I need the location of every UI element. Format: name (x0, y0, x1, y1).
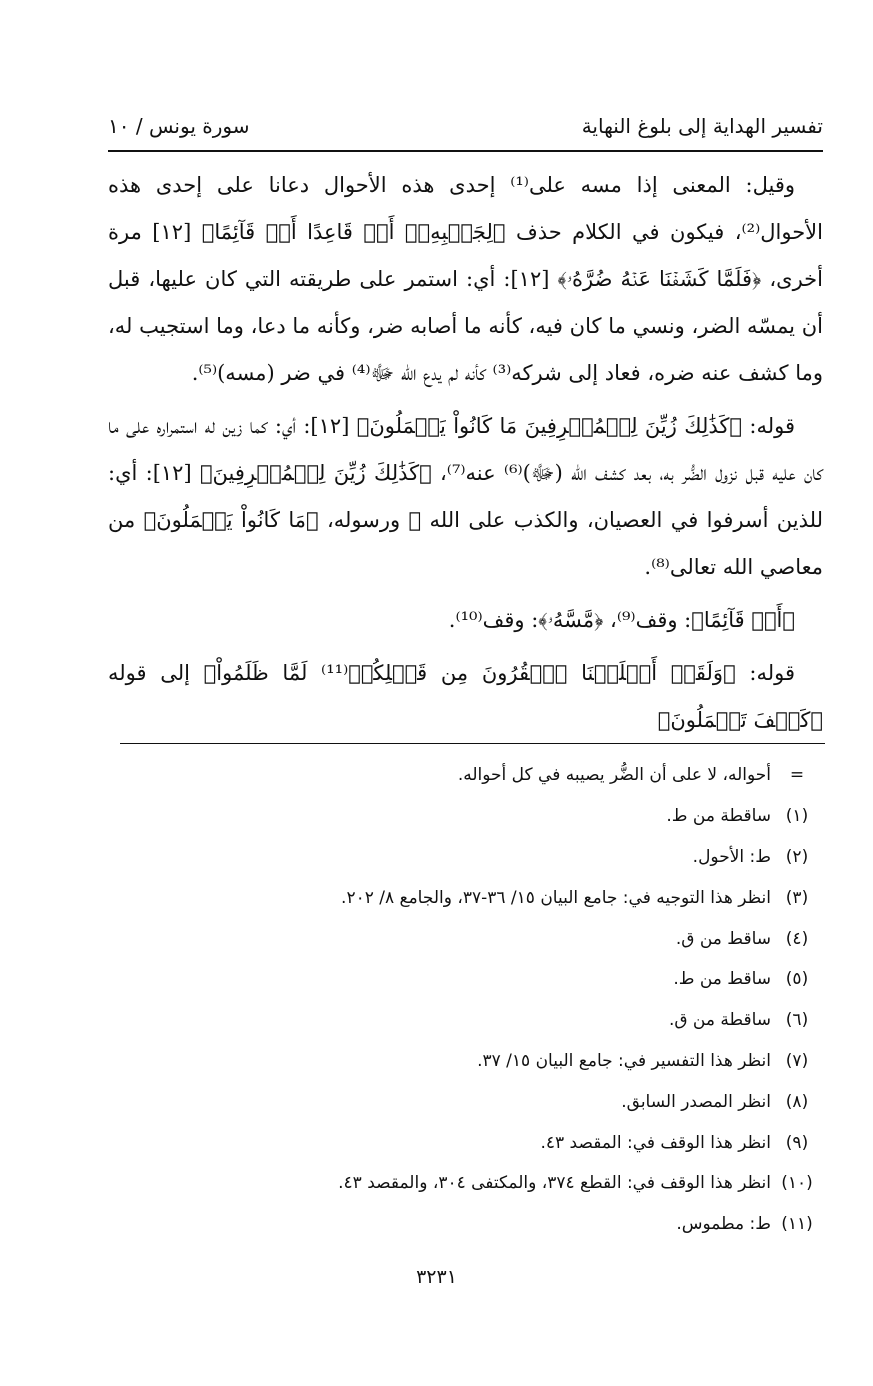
surah-label: سورة يونس / ١٠ (108, 114, 250, 138)
paragraph: قوله: ﴿كَذَٰلِكَ زُيِّنَ لِلۡمُسۡرِفِينَ مَا كَانُواْ يَعۡمَلُونَ﴾ [١٢]: أي: كما زين له استمراره على ما كان عليه قبل نزول الضُّر به، بعد كشف الله (ﷻ)⁽⁶⁾ عنه⁽⁷⁾، ﴿كَذَٰلِكَ زُيِّنَ لِلۡمُسۡرِفِينَ﴾ [١٢]: أي: للذين أسرفوا في العصيان، والكذب على الله ﷻ ورسوله، ﴿مَا كَانُواْ يَعۡمَلُونَ﴾ من معاصي الله تعالى⁽⁸⁾. (108, 414, 823, 579)
footnote (108, 796, 823, 837)
footnote-number: (١٠) (781, 1173, 813, 1194)
footnote (108, 1081, 823, 1122)
footnote (108, 755, 823, 796)
footnote-text: انظر هذا التفسير في: جامع البيان ١٥/ ٣٧. (477, 1050, 771, 1071)
footnote (108, 837, 823, 878)
paragraph: وقيل: المعنى إذا مسه على⁽¹⁾ إحدى هذه الأحوال دعانا على إحدى هذه الأحوال⁽²⁾، فيكون في الكلام حذف ﴿لِجَنۢبِهِۦٓ أَوۡ قَاعِدًا أَوۡ قَآئِمًا﴾ [١٢] مرة أخرى، ﴿فَلَمَّا كَشَفۡنَا عَنۡهُ ضُرَّهُۥ﴾ [١٢]: أي: استمر على طريقته التي كان عليها، قبل أن يمسّه الضر، ونسي ما كان فيه، كأنه ما أصابه ضر، وكأنه ما دعا، وما استجيب له، وما كشف عنه ضره، فعاد إلى شركه⁽³⁾ كأنه لم يدع الله ﷻ⁽⁴⁾ في ضر (مسه)⁽⁵⁾. (108, 173, 823, 385)
footnote-text: أحواله، لا على أن الضُّر يصيبه في كل أحواله. (457, 765, 771, 786)
footnote (108, 877, 823, 918)
footnote-number: (٦) (785, 1010, 809, 1031)
footnote-text: ساقط من ط. (673, 969, 771, 990)
footnote (108, 1000, 823, 1041)
running-header (108, 110, 823, 152)
footnote-text: ط: الأحول. (692, 846, 771, 867)
footnote-text: انظر المصدر السابق. (621, 1091, 771, 1112)
footnote-number: (٢) (785, 846, 809, 867)
book-title: تفسير الهداية إلى بلوغ النهاية (581, 114, 823, 138)
footnote-number: (١١) (781, 1214, 813, 1235)
footnote-number: (٩) (785, 1132, 809, 1153)
footnote (108, 1041, 823, 1082)
footnote-text: ساقطة من ط. (666, 806, 771, 827)
paragraph: ﴿أَوۡ قَآئِمًا﴾: وقف⁽⁹⁾، ﴿مَّسَّهُۥ﴾: وقف⁽¹⁰⁾. (448, 608, 795, 632)
footnote-number: = (789, 765, 805, 786)
footnote-text: انظر هذا الوقف في: القطع ٣٧٤، والمكتفى ٣٠٤، والمقصد ٤٣. (338, 1173, 771, 1194)
footnote (108, 1163, 823, 1204)
main-text (108, 162, 823, 744)
footnote (108, 1122, 823, 1163)
footnote (108, 918, 823, 959)
footnote-number: (٤) (785, 928, 809, 949)
footnote (108, 959, 823, 1000)
footnote-text: ساقطة من ق. (668, 1010, 771, 1031)
footnote-separator (120, 743, 825, 744)
footnote-text: ط: مطموس. (676, 1214, 771, 1235)
footnote-text: انظر هذا الوقف في: المقصد ٤٣. (540, 1132, 771, 1153)
footnote-number: (٥) (785, 969, 809, 990)
page-number: ٣٢٣١ (416, 1266, 457, 1288)
footnote-text: انظر هذا التوجيه في: جامع البيان ١٥/ ٣٦-٣٧، والجامع ٨/ ٢٠٢. (341, 887, 771, 908)
footnote (108, 1204, 823, 1245)
footnote-text: ساقط من ق. (675, 928, 771, 949)
paragraph: قوله: ﴿وَلَقَدۡ أَهۡلَكۡنَا ٱلۡقُرُونَ مِن قَبۡلِكُمۡ⁽¹¹⁾ لَمَّا ظَلَمُواْ﴾ إلى قوله ﴿كَيۡفَ تَعۡمَلُونَ﴾ (108, 661, 823, 732)
footnote-number: (٧) (785, 1050, 809, 1071)
footnote-number: (٣) (785, 887, 809, 908)
footnotes (108, 755, 823, 1245)
footnote-number: (١) (785, 806, 809, 827)
footnote-number: (٨) (785, 1091, 809, 1112)
